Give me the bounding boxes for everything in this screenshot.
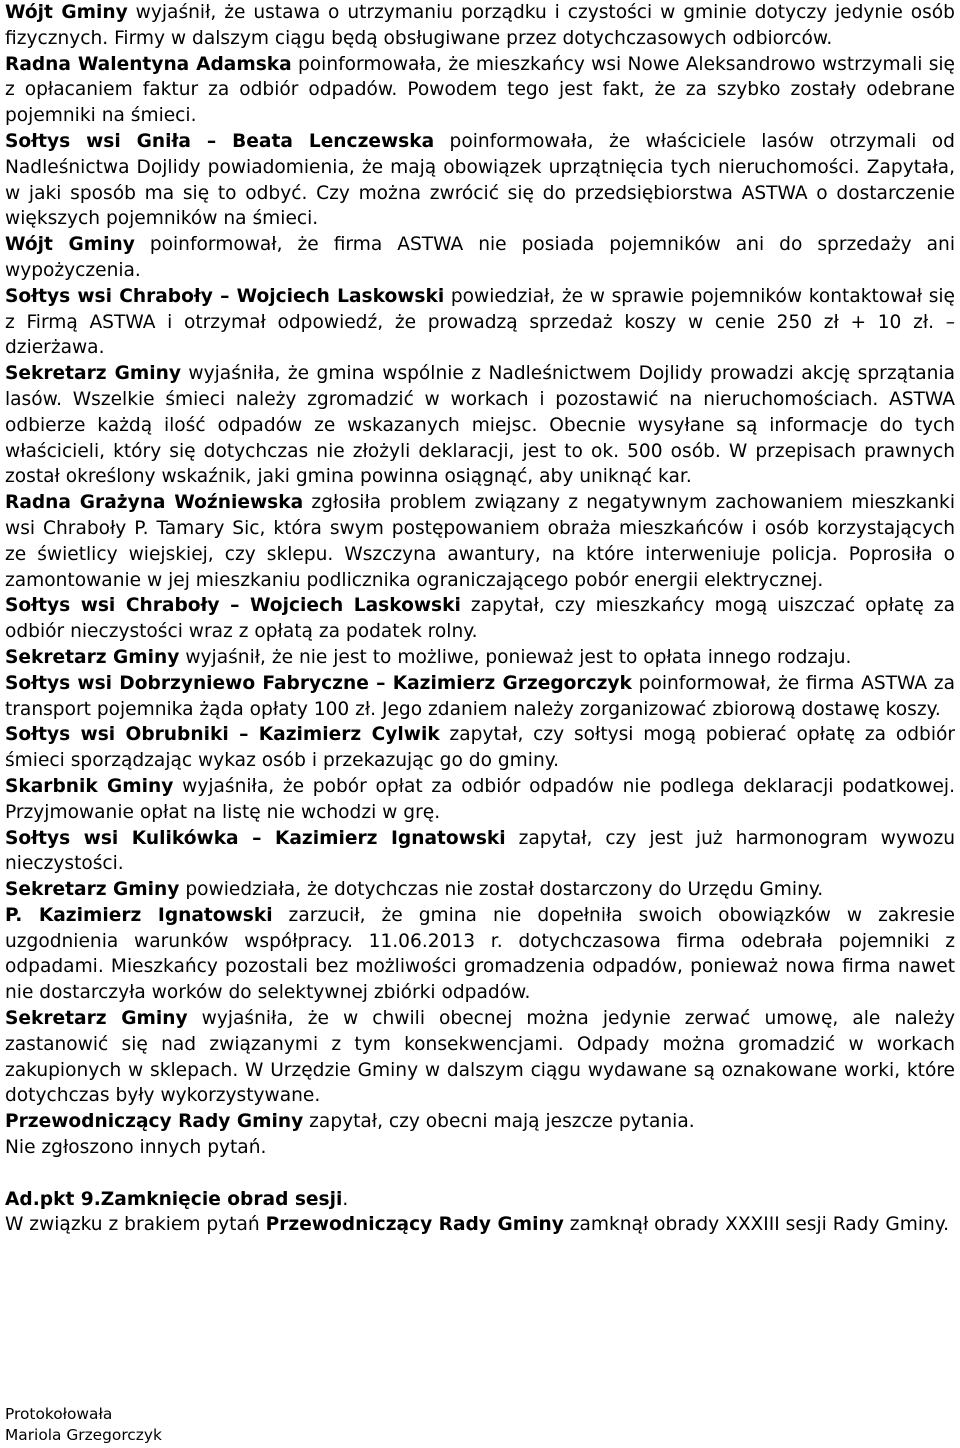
minutes-paragraph [5,722,955,774]
paragraph-text: zapytał, czy obecni mają jeszcze pytania. [303,1111,695,1133]
speaker-name: Sołtys wsi Dobrzyniewo Fabryczne – Kazimierz Grzegorczyk [5,672,632,694]
signature-name: Mariola Grzegorczyk [5,1426,162,1444]
paragraph-text: wyjaśnił, że nie jest to możliwe, ponieważ jest to opłata innego rodzaju. [179,646,852,668]
closing-speaker: Przewodniczący Rady Gminy [265,1214,564,1236]
paragraph-text: poinformował, że firma ASTWA za transport pojemnika żąda opłaty 100 zł. Jego zdaniem należy zorganizować zbiorową dostawę koszy. [5,672,955,720]
signature-block [5,1404,162,1446]
minutes-paragraph [5,593,955,645]
agenda-item-heading [5,1187,955,1213]
minutes-paragraph [5,129,955,232]
paragraph-text: powiedziała, że dotychczas nie został dostarczony do Urzędu Gminy. [179,879,824,901]
speaker-name: Przewodniczący Rady Gminy [5,1111,304,1133]
spacer [5,1161,955,1187]
speaker-name: Radna Walentyna Adamska [5,53,292,75]
paragraph-text: zapytał, czy sołtysi mogą pobierać opłatę za odbiór śmieci sporządzając wykaz osób i przekazując go do gminy. [5,724,955,772]
minutes-document [5,0,955,1238]
paragraph-text: wyjaśniła, że gmina wspólnie z Nadleśnictwem Dojlidy prowadzi akcję sprzątania lasów. Wszelkie śmieci należy zgromadzić w workach i pozostawić na nieruchomościach. ASTWA odbierze każdą ilość odpadów ze wskazanych miejsc. Obecnie wysyłane są informacje do tych właścicieli, który się dotychczas nie złożyli deklaracji, jest to ok. 500 osób. W przepisach prawnych został określony wskaźnik, jaki gmina powinna osiągnąć, aby uniknąć kar. [5,363,956,488]
closing-text-after: zamknął obrady XXXIII sesji Rady Gminy. [563,1214,950,1236]
paragraph-text: zapytał, czy jest już harmonogram wywozu nieczystości. [5,827,955,875]
closing-text-before: W związku z brakiem pytań [5,1214,266,1236]
closing-paragraph [5,1212,955,1238]
paragraph-text: poinformowała, że właściciele lasów otrzymali od Nadleśnictwa Dojlidy powiadomienia, że mają obowiązek uprzątnięcia tych nieruchomości. Zapytała, w jaki sposób ma się to odbyć. Czy można zwrócić się do przedsiębiorstwa ASTWA o dostarczenie większych pojemników na śmieci. [5,130,955,230]
minutes-paragraph [5,361,955,490]
minutes-paragraph [5,1135,955,1161]
minutes-paragraph [5,645,955,671]
speaker-name: P. Kazimierz Ignatowski [5,904,273,926]
minutes-paragraph [5,490,955,593]
paragraph-text: zarzucił, że gmina nie dopełniła swoich obowiązków w zakresie uzgodnienia warunków współpracy. 11.06.2013 r. dotychczasowa firma odebrała pojemniki z odpadami. Mieszkańcy pozostali bez możliwości gromadzenia odpadów, ponieważ nowa firma nawet nie dostarczyła worków do selektywnej zbiórki odpadów. [5,904,955,1004]
speaker-name: Sekretarz Gminy [5,879,180,901]
speaker-name: Sekretarz Gminy [5,1008,188,1030]
speaker-name: Sołtys wsi Chraboły – Wojciech Laskowski [5,285,445,307]
agenda-item-period: . [342,1188,349,1210]
speaker-name: Wójt Gminy [5,2,128,23]
paragraph-text: poinformował, że firma ASTWA nie posiada pojemników ani do sprzedaży ani wypożyczenia. [5,234,955,281]
paragraph-text: wyjaśniła, że pobór opłat za odbiór odpadów nie podlega deklaracji podatkowej. Przyjmowanie opłat na listę nie wchodzi w grę. [5,775,955,823]
minutes-paragraph [5,0,955,52]
paragraph-text: zapytał, czy mieszkańcy mogą uiszczać opłatę za odbiór nieczystości wraz z opłatą za podatek rolny. [5,595,955,643]
minutes-paragraph [5,232,955,284]
paragraph-text: poinformowała, że mieszkańcy wsi Nowe Aleksandrowo wstrzymali się z opłacaniem faktur za odbiór odpadów. Powodem tego jest fakt, że za szybko zostały odebrane pojemniki na śmieci. [5,53,955,127]
minutes-paragraph [5,1006,955,1109]
speaker-name: Sekretarz Gminy [5,363,181,385]
discussion-paragraphs [5,0,955,1161]
speaker-name: Sołtys wsi Gniła – Beata Lenczewska [5,130,435,152]
minutes-paragraph [5,1109,955,1135]
speaker-name: Skarbnik Gminy [5,775,174,797]
paragraph-text: wyjaśnił, że ustawa o utrzymaniu porządku i czystości w gminie dotyczy jedynie osób fizycznych. Firmy w dalszym ciągu będą obsługiwane przez dotychczasowych odbiorców. [5,2,955,49]
speaker-name: Sołtys wsi Obrubniki – Kazimierz Cylwik [5,724,440,746]
minutes-paragraph [5,877,955,903]
paragraph-text: Nie zgłoszono innych pytań. [5,1137,267,1159]
speaker-name: Sołtys wsi Chraboły – Wojciech Laskowski [5,595,461,617]
minutes-paragraph [5,826,955,878]
paragraph-text: zgłosiła problem związany z negatywnym zachowaniem mieszkanki wsi Chraboły P. Tamary Sic, która swym postępowaniem obraża mieszkańców i osób korzystających ze świetlicy wiejskiej, czy sklepu. Wszczyna awantury, na które interweniuje policja. Poprosiła o zamontowanie w jej mieszkaniu podlicznika ograniczającego pobór energii elektrycznej. [5,492,955,591]
speaker-name: Radna Grażyna Woźniewska [5,492,304,514]
minutes-paragraph [5,671,955,723]
signature-role: Protokołowała [5,1405,113,1423]
speaker-name: Sekretarz Gminy [5,646,180,668]
minutes-paragraph [5,284,955,361]
minutes-paragraph [5,774,955,826]
agenda-item-title: Ad.pkt 9.Zamknięcie obrad sesji [5,1188,343,1210]
speaker-name: Wójt Gminy [5,234,135,256]
speaker-name: Sołtys wsi Kulikówka – Kazimierz Ignatowski [5,827,506,849]
paragraph-text: wyjaśniła, że w chwili obecnej można jedynie zerwać umowę, ale należy zastanowić się nad związanymi z tym konsekwencjami. Odpady można gromadzić w workach zakupionych w sklepach. W Urzędzie Gminy w dalszym ciągu wydawane są oznakowane worki, które dotychczas były wykorzystywane. [5,1008,955,1107]
paragraph-text: powiedział, że w sprawie pojemników kontaktował się z Firmą ASTWA i otrzymał odpowiedź, że prowadzą sprzedaż koszy w cenie 250 zł + 10 zł. – dzierżawa. [5,285,955,359]
minutes-paragraph [5,903,955,1006]
minutes-paragraph [5,52,955,129]
